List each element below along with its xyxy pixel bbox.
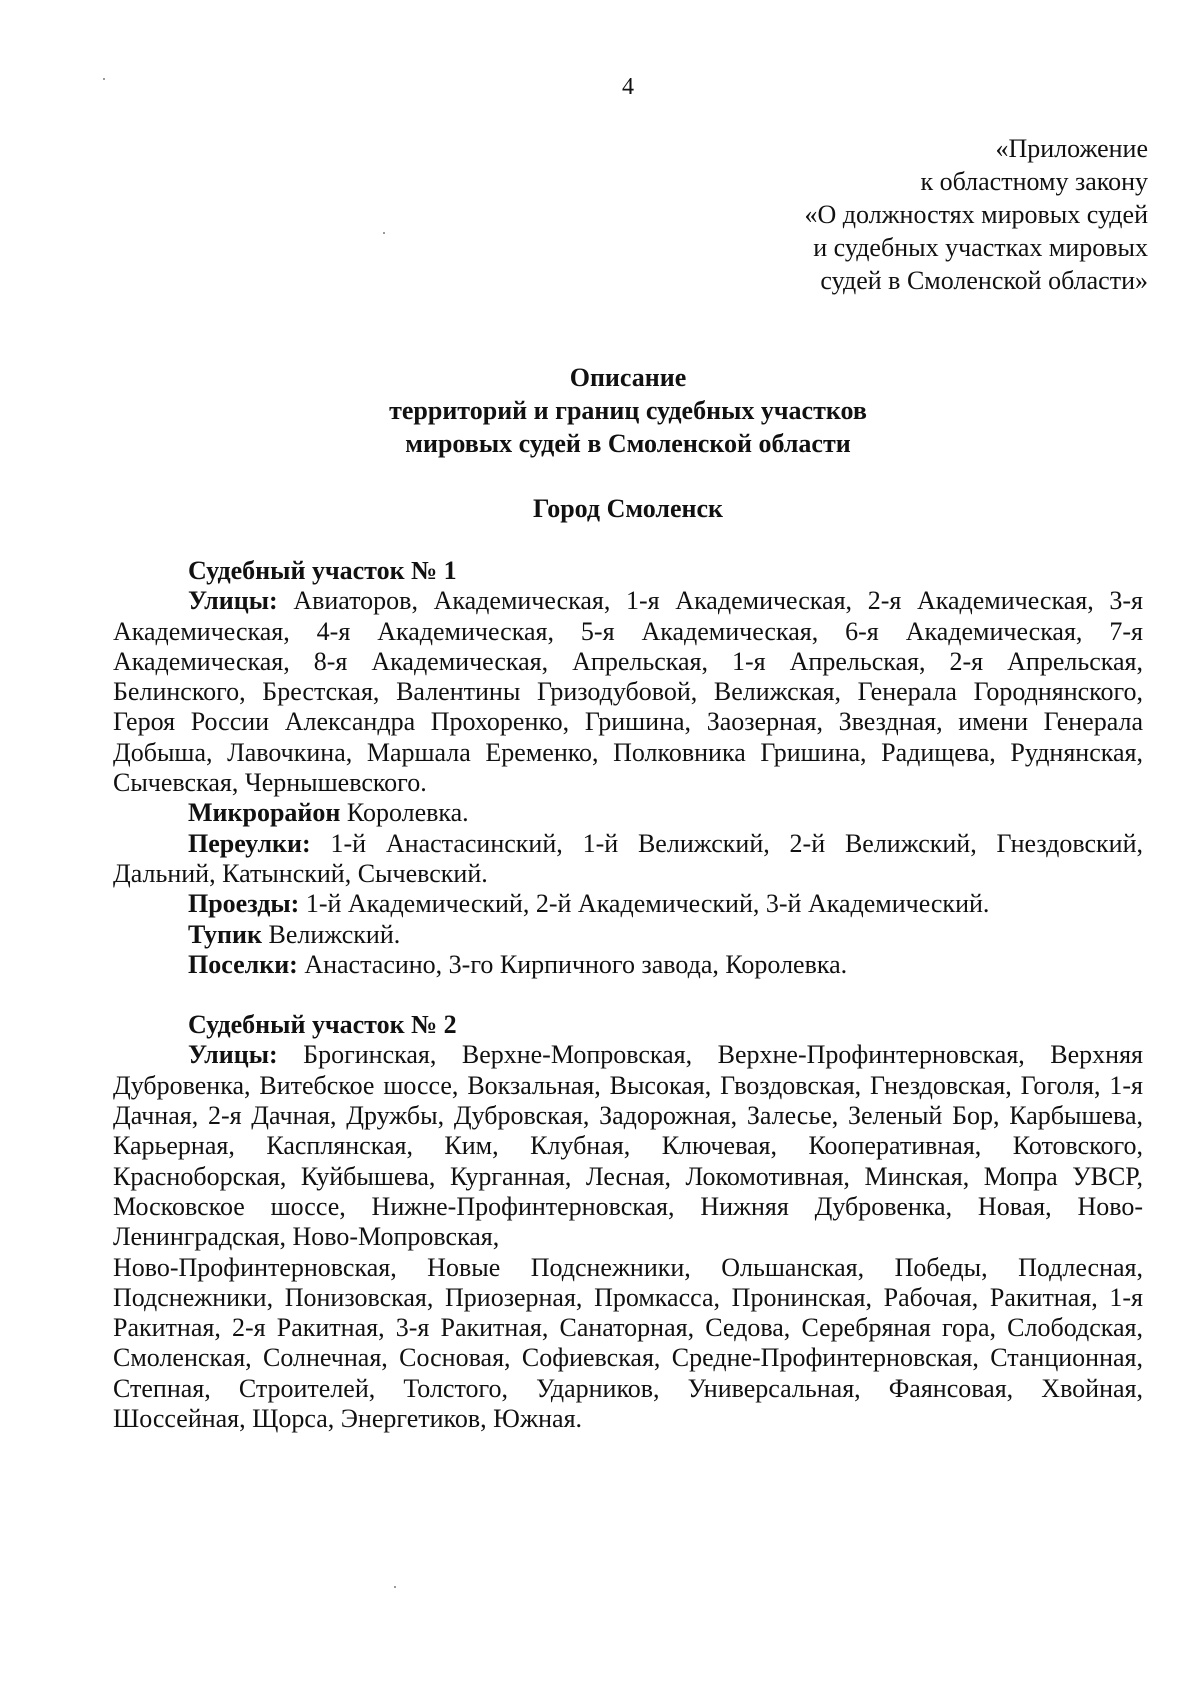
section-heading: Судебный участок № 2 [188,1010,457,1040]
section-item-microdistrict: Микрорайон Королевка. [188,798,469,828]
title-line: Описание [569,363,687,392]
appendix-line: «Приложение [995,134,1148,163]
section-heading: Судебный участок № 1 [188,556,457,585]
document-body [113,556,1143,1434]
document-title [0,361,1200,460]
city-heading: Город Смоленск [532,494,724,523]
section-item-passages: Проезды: 1-й Академический, 2-й Академический, 3-й Академический. [188,889,990,919]
title-line: мировых судей в Смоленской области [405,429,851,458]
section-item-dead-end: Тупик Велижский. [188,919,401,949]
appendix-line: судей в Смоленской области» [820,266,1148,295]
appendix-line: «О должностях мировых судей [804,200,1148,229]
title-line: территорий и границ судебных участков [389,396,867,425]
appendix-line: и судебных участках мировых [813,233,1148,262]
section-item-settlements: Поселки: Анастасино, 3-го Кирпичного завода, Королевка. [188,949,848,979]
section-item-streets-continuation: Ново-Профинтерновская, Новые Подснежники, Ольшанская, Победы, Подлесная, Подснежники, Понизовская, Приозерная, Промкасса, Пронинская, Рабочая, Ракитная, 1-я Ракитная, 2-я Ракитная, 3-я Ракитная, Санаторная, Седова, Серебряная гора, Слободская, Смоленская, Солнечная, Сосновая, Софиевская, Средне-Профинтерновская, Станционная, Степная, Строителей, Толстого, Ударников, Универсальная, Фаянсовая, Хвойная, Шоссейная, Щорса, Энергетиков, Южная. [113,1252,1143,1434]
appendix-line: к областному закону [920,167,1148,196]
page-number: 4 [622,74,634,100]
scan-speck [383,232,385,234]
section-item-streets: Улицы: Брогинская, Верхне-Мопровская, Верхне-Профинтерновская, Верхняя Дубровенка, Витебское шоссе, Вокзальная, Высокая, Гвоздовская, Гнездовская, Гоголя, 1-я Дачная, 2-я Дачная, Дружбы, Дубровская, Задорожная, Залесье, Зеленый Бор, Карбышева, Карьерная, Касплянская, Ким, Клубная, Ключевая, Кооперативная, Котовского, Красноборская, Куйбышева, Курганная, Лесная, Локомотивная, Минская, Мопра УВСР, Московское шоссе, Нижне-Профинтерновская, Нижняя Дубровенка, Новая, Ново-Ленинградская, Ново-Мопровская, [113,1040,1143,1252]
section-item-streets: Улицы: Авиаторов, Академическая, 1-я Академическая, 2-я Академическая, 3-я Академическая, 4-я Академическая, 5-я Академическая, 6-я Академическая, 7-я Академическая, 8-я Академическая, Апрельская, 1-я Апрельская, 2-я Апрельская, Белинского, Брестская, Валентины Гризодубовой, Велижская, Генерала Городнянского, Героя России Александра Прохоренко, Гришина, Заозерная, Звездная, имени Генерала Добыша, Лавочкина, Маршала Еременко, Полковника Гришина, Радищева, Руднянская, Сычевская, Чернышевского. [113,586,1143,798]
appendix-reference [588,132,1148,297]
scan-speck [394,1586,396,1588]
section-item-lanes: Переулки: 1-й Анастасинский, 1-й Велижский, 2-й Велижский, Гнездовский, Дальний, Катынский, Сычевский. [113,828,1143,888]
